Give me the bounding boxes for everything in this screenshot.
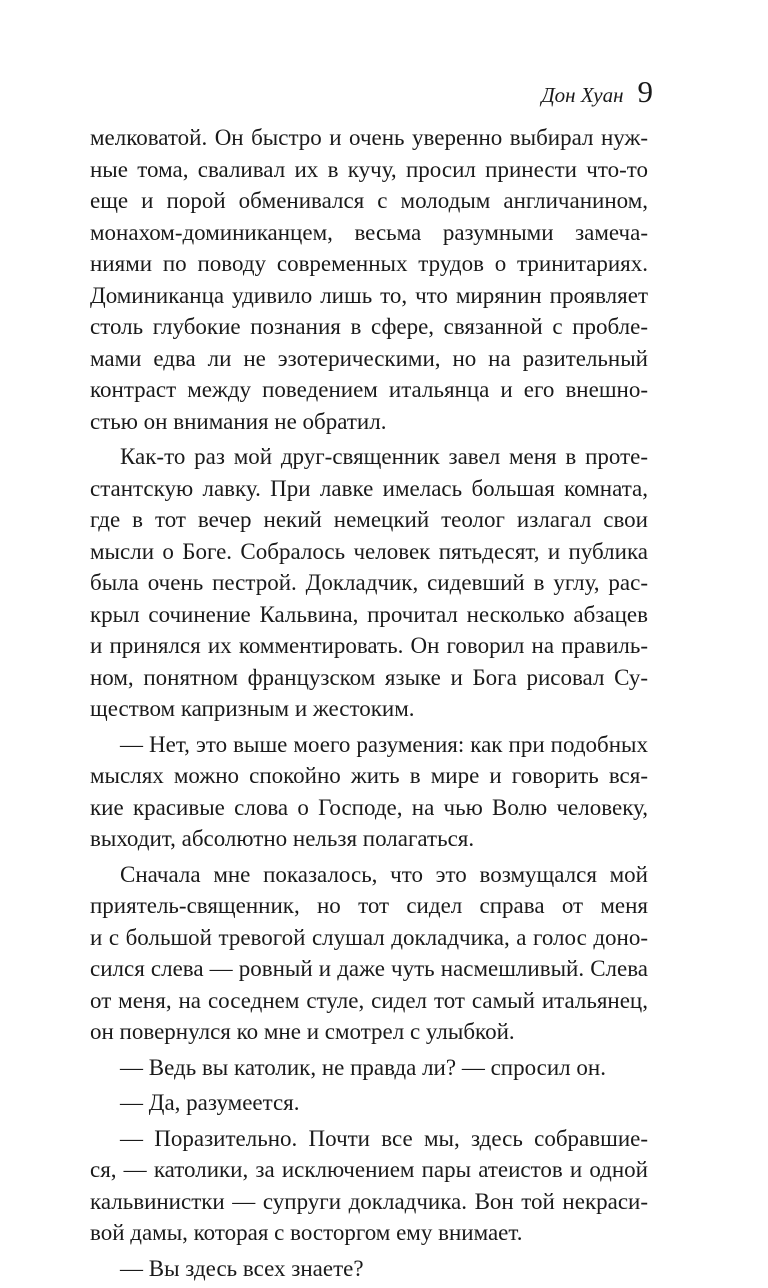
text-line: ниями по поводу современных трудов о тринитариях.	[90, 251, 648, 276]
text-line: ществом капризным и жестоким.	[90, 696, 415, 721]
text-line: сился слева — ровный и даже чуть насмешливый. Слева	[90, 956, 648, 981]
paragraph	[90, 1253, 648, 1285]
text-line: — Да, разумеется.	[120, 1090, 300, 1115]
text-line: ном, понятном французском языке и Бога рисовал Су-	[90, 664, 648, 690]
text-line: — Вы здесь всех знаете?	[120, 1255, 364, 1281]
text-line: Доминиканца удивило лишь то, что мирянин проявляет	[90, 282, 648, 308]
text-line: приятель-священник, но тот сидел справа от меня	[90, 893, 648, 918]
paragraph	[90, 1087, 648, 1119]
text-line: мысли о Боге. Собралось человек пятьдесят, и публика	[90, 538, 648, 564]
page-number: 9	[637, 74, 653, 109]
text-line: выходит, абсолютно нельзя полагаться.	[90, 826, 475, 851]
paragraph	[90, 859, 648, 1048]
text-line: где в тот вечер некий немецкий теолог излагал свои	[90, 507, 648, 532]
text-line: крыл сочинение Кальвина, прочитал несколько абзацев	[90, 601, 648, 627]
text-line: и с большой тревогой слушал докладчика, а голос доно-	[90, 924, 648, 950]
text-line: контраст между поведением итальянца и его внешно-	[90, 377, 648, 402]
text-line: — Ведь вы католик, не правда ли? — спросил он.	[120, 1054, 606, 1080]
text-line: стью он внимания не обратил.	[90, 408, 387, 434]
text-line: ные тома, сваливал их в кучу, просил принести что-то	[90, 156, 648, 182]
paragraph	[90, 122, 648, 437]
paragraph	[90, 729, 648, 855]
text-line: вой дамы, которая с восторгом ему внимает.	[90, 1220, 523, 1245]
text-line: он повернулся ко мне и смотрел с улыбкой.	[90, 1019, 515, 1044]
text-line: мыслях можно спокойно жить в мире и говорить вся-	[90, 763, 648, 788]
text-line: — Нет, это выше моего разумения: как при подобных	[120, 731, 648, 757]
running-head	[541, 74, 653, 110]
text-line: еще и порой обменивался с молодым англичанином,	[90, 188, 648, 213]
text-line: мелковатой. Он быстро и очень уверенно выбирал нуж-	[90, 125, 648, 150]
text-line: столь глубокие познания в сфере, связанной с пробле-	[90, 314, 648, 339]
text-line: кальвинистки — супруги докладчика. Вон той некраси-	[90, 1188, 648, 1214]
text-line: мами едва ли не эзотерическими, но на разительный	[90, 345, 648, 371]
text-line: Сначала мне показалось, что это возмущался мой	[120, 861, 648, 887]
text-line: Как-то раз мой друг-священник завел меня в проте-	[120, 444, 648, 469]
text-line: от меня, на соседнем стуле, сидел тот самый итальянец,	[90, 987, 648, 1013]
paragraph	[90, 1052, 648, 1084]
text-line: монахом-доминиканцем, весьма разумными замеча-	[90, 219, 648, 245]
body-text	[90, 122, 648, 1288]
paragraph	[90, 441, 648, 725]
text-line: и принялся их комментировать. Он говорил на правиль-	[90, 633, 648, 658]
text-line: была очень пестрой. Докладчик, сидевший в углу, рас-	[90, 570, 648, 595]
paragraph	[90, 1123, 648, 1249]
running-title: Дон Хуан	[541, 83, 624, 107]
text-line: — Поразительно. Почти все мы, здесь собравшие-	[120, 1125, 648, 1151]
text-line: стантскую лавку. При лавке имелась большая комната,	[90, 475, 648, 501]
text-line: ся, — католики, за исключением пары атеистов и одной	[90, 1157, 648, 1182]
text-line: кие красивые слова о Господе, на чью Волю человеку,	[90, 794, 648, 820]
